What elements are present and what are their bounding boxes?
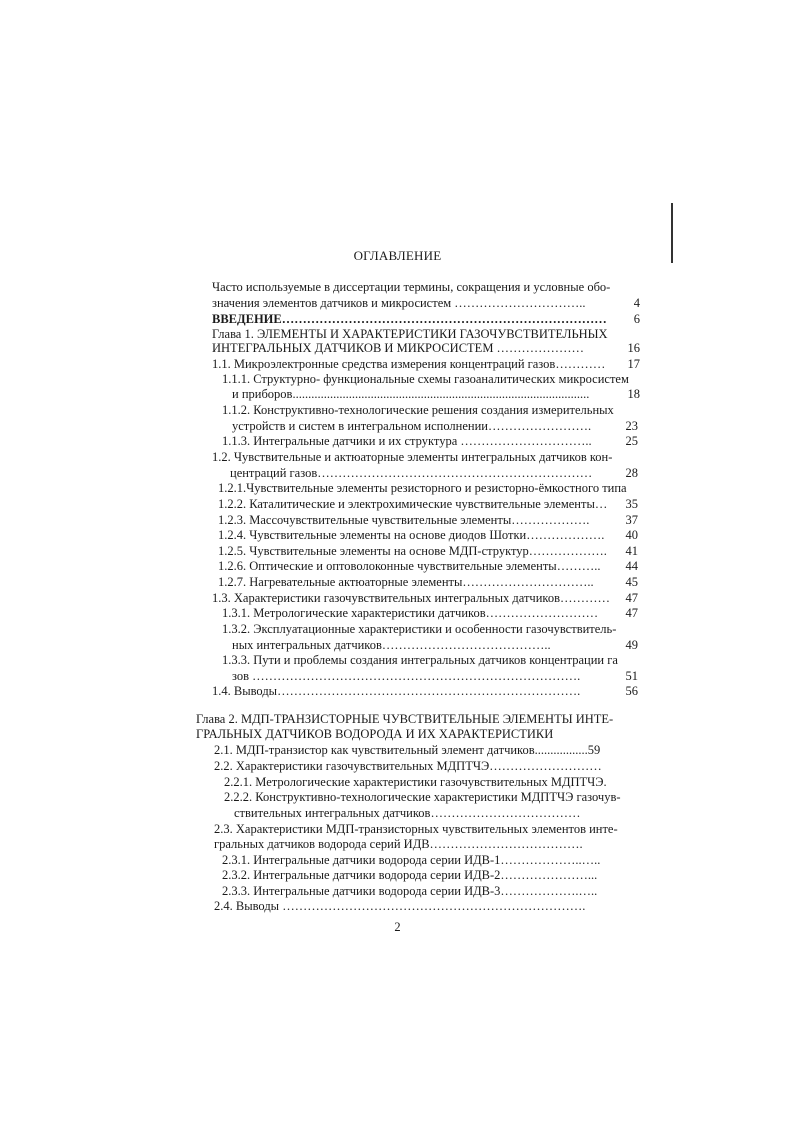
- toc-entry: 1.1.2. Конструктивно-технологические решения создания измерительных: [222, 403, 614, 417]
- toc-entry: ных интегральных датчиков…………………………………..: [232, 638, 551, 652]
- toc-page-number: 44: [625, 559, 638, 573]
- toc-entry: Часто используемые в диссертации термины, сокращения и условные обо-: [212, 280, 611, 294]
- toc-page-number: 28: [625, 466, 638, 480]
- toc-page-number: 40: [625, 528, 638, 542]
- toc-entry: 2.2.2. Конструктивно-технологические характеристики МДПТЧЭ газочув-: [224, 790, 621, 804]
- toc-page-number: 18: [627, 387, 640, 401]
- toc-entry: 1.4. Выводы……………………………………………………………….: [212, 684, 581, 698]
- toc-entry: 1.2.6. Оптические и оптоволоконные чувствительные элементы………..: [218, 559, 601, 573]
- toc-page-number: 47: [625, 606, 638, 620]
- toc-entry: 1.3.2. Эксплуатационные характеристики и особенности газочувствитель-: [222, 622, 617, 636]
- toc-entry: 1.2.2. Каталитические и электрохимические чувствительные элементы…: [218, 497, 608, 511]
- toc-page-number: 37: [625, 513, 638, 527]
- toc-entry: ВВЕДЕНИЕ……………………………………………………………………: [212, 312, 607, 326]
- toc-page-number: 17: [627, 357, 640, 371]
- toc-page-number: 47: [625, 591, 638, 605]
- toc-entry: 1.2.4. Чувствительные элементы на основе диодов Шотки……………….: [218, 528, 605, 542]
- toc-page-number: 41: [625, 544, 638, 558]
- toc-entry: Глава 1. ЭЛЕМЕНТЫ И ХАРАКТЕРИСТИКИ ГАЗОЧУВСТВИТЕЛЬНЫХ: [212, 327, 608, 341]
- toc-entry: гральных датчиков водорода серий ИДВ……………………………….: [214, 837, 583, 851]
- toc-entry: 2.3.2. Интегральные датчики водорода серии ИДВ-2…………………...: [222, 868, 598, 882]
- toc-entry: 1.1.3. Интегральные датчики и их структура …………………………..: [222, 434, 592, 448]
- toc-entry: 1.1. Микроэлектронные средства измерения концентраций газов…………: [212, 357, 606, 371]
- toc-page-number: 35: [625, 497, 638, 511]
- toc-entry: 1.2.7. Нагревательные актюаторные элементы…………………………..: [218, 575, 594, 589]
- toc-page-number: 23: [625, 419, 638, 433]
- toc-entry: значения элементов датчиков и микросистем …………………………..: [212, 296, 586, 310]
- toc-entry: 2.2. Характеристики газочувствительных МДПТЧЭ………………………: [214, 759, 602, 773]
- toc-entry: 1.3. Характеристики газочувствительных интегральных датчиков…………: [212, 591, 610, 605]
- toc-page-number: 4: [633, 296, 640, 310]
- toc-page-number: 51: [625, 669, 638, 683]
- toc-page-number: 56: [625, 684, 638, 698]
- toc-page-number: 16: [627, 341, 640, 355]
- toc-entry: 1.2.1.Чувствительные элементы резисторного и резисторно-ёмкостного типа: [218, 481, 627, 495]
- page-title: ОГЛАВЛЕНИЕ: [353, 248, 442, 263]
- toc-entry: 2.3. Характеристики МДП-транзисторных чувствительных элементов инте-: [214, 822, 618, 836]
- toc-entry: 1.3.3. Пути и проблемы создания интегральных датчиков концентрации га: [222, 653, 618, 667]
- toc-entry: и приборов...............................................................................................: [232, 387, 590, 401]
- toc-entry: 2.1. МДП-транзистор как чувствительный элемент датчиков.................59: [214, 743, 601, 757]
- toc-page-number: 25: [625, 434, 638, 448]
- toc-entry: 1.1.1. Структурно- функциональные схемы газоаналитических микросистем: [222, 372, 629, 386]
- toc-entry: ИНТЕГРАЛЬНЫХ ДАТЧИКОВ И МИКРОСИСТЕМ …………………: [212, 341, 585, 355]
- toc-entry: 1.2.3. Массочувствительные чувствительные элементы……………….: [218, 513, 590, 527]
- toc-page-number: 45: [625, 575, 638, 589]
- toc-entry: 1.2.5. Чувствительные элементы на основе МДП-структур……………….: [218, 544, 607, 558]
- toc-entry: устройств и систем в интегральном исполнении…………………….: [232, 419, 592, 433]
- toc-entry: 2.3.3. Интегральные датчики водорода серии ИДВ-3……………….…..: [222, 884, 598, 898]
- toc-entry: зов …………………………………………………………………….: [232, 669, 581, 683]
- toc-entry: Глава 2. МДП-ТРАНЗИСТОРНЫЕ ЧУВСТВИТЕЛЬНЫЕ ЭЛЕМЕНТЫ ИНТЕ-: [196, 712, 614, 726]
- page-number: 2: [394, 920, 401, 934]
- toc-entry: ГРАЛЬНЫХ ДАТЧИКОВ ВОДОРОДА И ИХ ХАРАКТЕРИСТИКИ: [196, 727, 554, 741]
- toc-page-number: 49: [625, 638, 638, 652]
- toc-entry: 1.3.1. Метрологические характеристики датчиков………………………: [222, 606, 599, 620]
- toc-page-number: 6: [633, 312, 640, 326]
- toc-entry: 2.4. Выводы ……………………………………………………………….: [214, 899, 586, 913]
- toc-entry: 2.2.1. Метрологические характеристики газочувствительных МДПТЧЭ.: [224, 775, 607, 789]
- toc-entry: ствительных интегральных датчиков………………………………: [234, 806, 581, 820]
- toc-entry: 1.2. Чувствительные и актюаторные элементы интегральных датчиков кон-: [212, 450, 613, 464]
- toc-entry: 2.3.1. Интегральные датчики водорода серии ИДВ-1………………..…..: [222, 853, 601, 867]
- toc-entry: центраций газов…………………………………………………………: [230, 466, 593, 480]
